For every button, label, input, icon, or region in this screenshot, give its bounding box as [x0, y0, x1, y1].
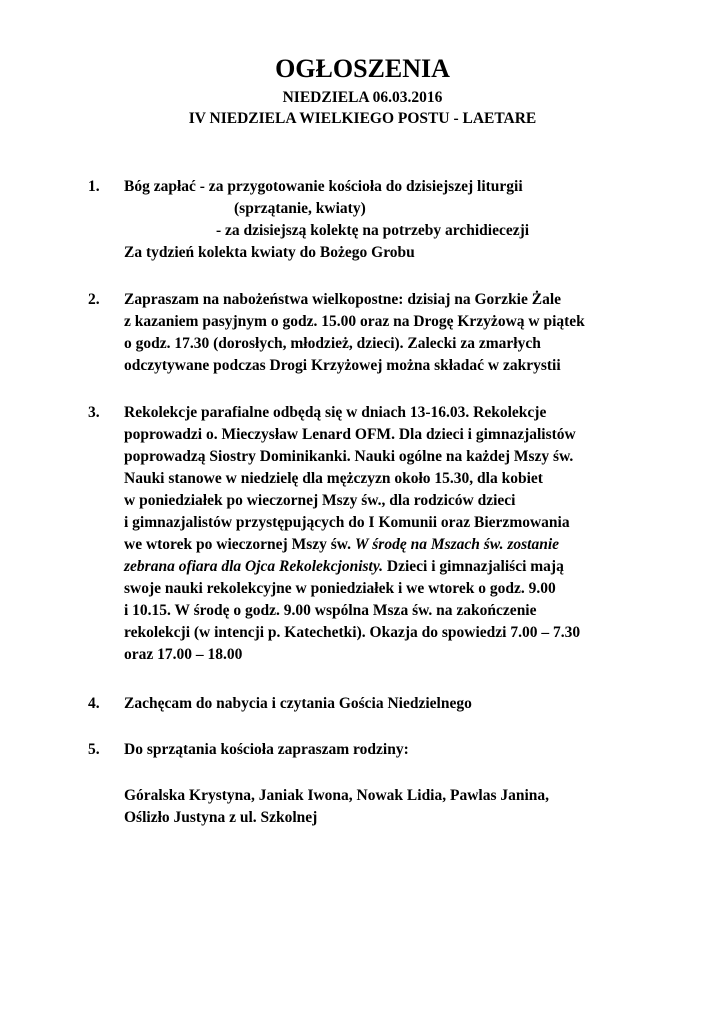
item-line: poprowadzą Siostry Dominikanki. Nauki ogólne na każdej Mszy św. [124, 448, 574, 465]
item-line: Oślizło Justyna z ul. Szkolnej [124, 809, 318, 826]
liturgy-line: IV NIEDZIELA WIELKIEGO POSTU - LAETARE [188, 110, 537, 127]
item-line: (sprzątanie, kwiaty) [234, 200, 366, 217]
item-text: Dzieci i gimnazjaliści mają [386, 558, 564, 575]
item-line: poprowadzi o. Mieczysław Lenard OFM. Dla dzieci i gimnazjalistów [124, 426, 576, 443]
item-line: Za tydzień kolekta kwiaty do Bożego Grobu [124, 244, 415, 261]
item-line: Bóg zapłać - za przygotowanie kościoła do dzisiejszej liturgii [124, 178, 523, 195]
item-line: o godz. 17.30 (dorosłych, młodzież, dzieci). Zalecki za zmarłych [124, 335, 541, 352]
item-number: 2. [88, 291, 100, 308]
item-line-mixed [124, 534, 559, 556]
item-line: Rekolekcje parafialne odbędą się w dniach 13-16.03. Rekolekcje [124, 404, 547, 421]
item-line: Góralska Krystyna, Janiak Iwona, Nowak Lidia, Pawlas Janina, [124, 787, 550, 804]
item-line: - za dzisiejszą kolektę na potrzeby archidiecezji [216, 222, 530, 239]
item-line: oraz 17.00 – 18.00 [124, 646, 243, 663]
item-text-italic: W środę na Mszach św. zostanie [354, 536, 560, 553]
item-line: i 10.15. W środę o godz. 9.00 wspólna Msza św. na zakończenie [124, 602, 537, 619]
item-line: w poniedziałek po wieczornej Mszy św., dla rodziców dzieci [124, 492, 516, 509]
item-line: Zapraszam na nabożeństwa wielkopostne: dzisiaj na Gorzkie Żale [124, 291, 562, 308]
item-line: swoje nauki rekolekcyjne w poniedziałek i we wtorek o godz. 9.00 [124, 580, 556, 597]
item-text-italic: zebrana ofiara dla Ojca Rekolekcjonisty. [124, 558, 384, 575]
item-number: 4. [88, 695, 100, 712]
item-line: z kazaniem pasyjnym o godz. 15.00 oraz na Drogę Krzyżową w piątek [124, 313, 585, 330]
item-line: i gimnazjalistów przystępujących do I Komunii oraz Bierzmowania [124, 514, 570, 531]
item-number: 1. [88, 178, 100, 195]
item-line: Do sprzątania kościoła zapraszam rodziny: [124, 741, 409, 758]
item-line: Zachęcam do nabycia i czytania Gościa Niedzielnego [124, 695, 472, 712]
item-number: 5. [88, 741, 100, 758]
date-line: NIEDZIELA 06.03.2016 [282, 89, 443, 106]
item-line: Nauki stanowe w niedzielę dla mężczyzn około 15.30, dla kobiet [124, 470, 543, 487]
item-line-mixed [124, 556, 564, 578]
item-line: odczytywane podczas Drogi Krzyżowej można składać w zakrystii [124, 357, 561, 374]
item-number: 3. [88, 404, 100, 421]
page-title: OGŁOSZENIA [275, 54, 450, 83]
item-text: we wtorek po wieczornej Mszy św. [124, 536, 351, 553]
item-line: rekolekcji (w intencji p. Katechetki). Okazja do spowiedzi 7.00 – 7.30 [124, 624, 581, 641]
